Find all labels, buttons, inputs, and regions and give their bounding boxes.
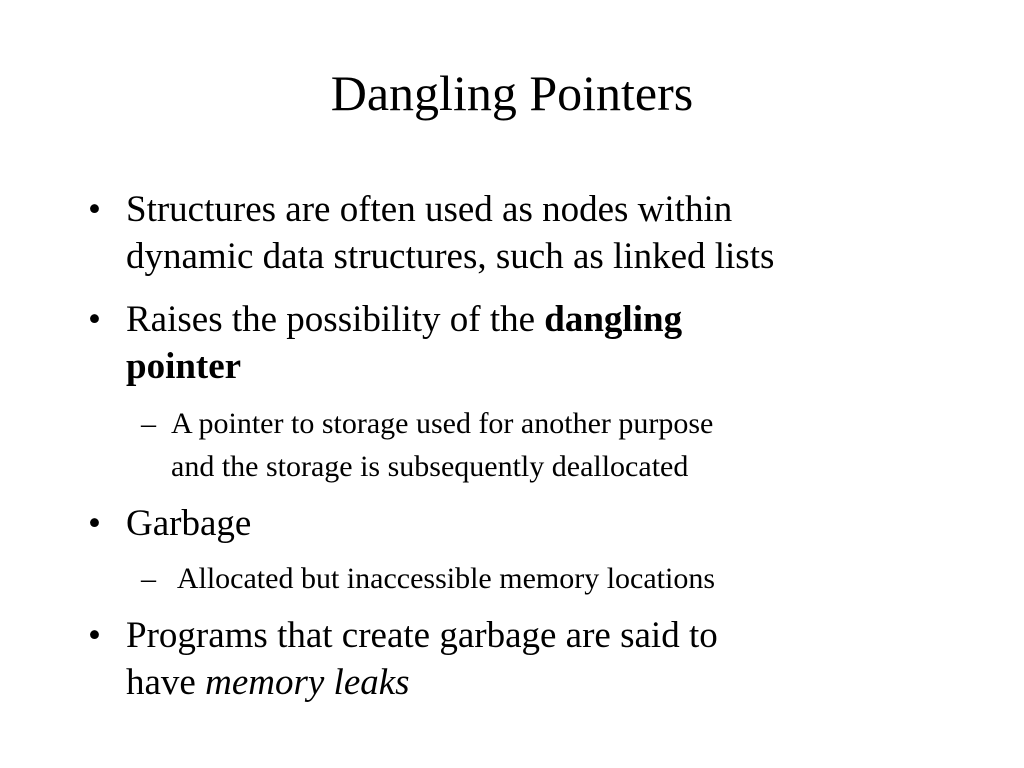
bold-term-dangling: dangling — [544, 299, 683, 340]
sub-bullet-text-line: A pointer to storage used for another purpose — [171, 407, 714, 440]
bullet-structures-as-nodes — [88, 186, 956, 280]
bullet-text-line: Programs that create garbage are said to — [126, 615, 718, 656]
sub-bullet-text-line: and the storage is subsequently deallocated — [171, 450, 689, 483]
slide-title: Dangling Pointers — [330, 65, 694, 121]
bullet-dangling-pointer — [88, 296, 956, 390]
sub-bullet-garbage-definition — [141, 557, 971, 600]
bullet-marker: • — [88, 189, 101, 230]
bullet-text: Garbage — [126, 503, 252, 544]
bullet-text-line: dynamic data structures, such as linked lists — [126, 236, 775, 277]
sub-bullet-text: Allocated but inaccessible memory locations — [171, 562, 716, 595]
bold-term-pointer: pointer — [126, 346, 242, 387]
bullet-text: have — [126, 662, 206, 703]
bullet-text: Raises the possibility of the — [126, 299, 545, 340]
bullet-marker: • — [88, 299, 101, 340]
sub-bullet-pointer-definition — [141, 402, 971, 488]
sub-bullet-marker: – — [141, 407, 156, 440]
bullet-text-line: Structures are often used as nodes within — [126, 189, 733, 230]
italic-term-memory-leaks: memory leaks — [205, 662, 410, 703]
bullet-marker: • — [88, 503, 101, 544]
bullet-memory-leaks — [88, 612, 956, 706]
bullet-garbage — [88, 500, 956, 547]
bullet-marker: • — [88, 615, 101, 656]
sub-bullet-marker: – — [141, 562, 156, 595]
